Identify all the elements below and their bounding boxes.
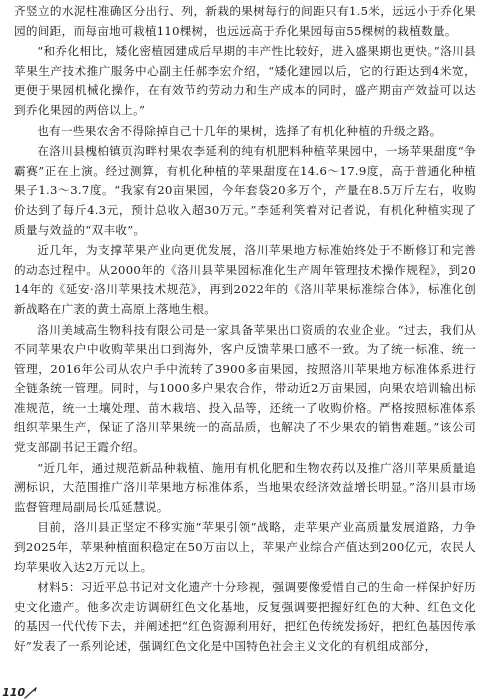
paragraph-9-material-5: 材料5：习近平总书记对文化遗产十分珍视，强调要像爱惜自己的生命一样保护好历史文化遗产。他多次走访调研红色文化基地，反复强调要把握好红色的大种、红色文化的基因一代代传下去，并阐述把“红色资源利用好，把红色传统发扬好，把红色基因传承好”发表了一系列论述，强调红色文化是中国特色社会主义文化的有机组成部分， xyxy=(14,580,476,653)
paragraph-8: 目前，洛川县正坚定不移实施“苹果引领”战略，走苹果产业高质量发展道路，力争到2025年，苹果种植面积稳定在50万亩以上，苹果产业综合产值达到200亿元，农民人均苹果收入达2万元以上。 xyxy=(14,520,476,574)
paragraph-1: 齐竖立的水泥柱准确区分出行、列，新栽的果树每行的间距只有1.5米，远远小于乔化果园的间距，而每亩地可栽植110棵树，也远远高于乔化果园每亩55棵树的栽植数量。 xyxy=(14,4,476,38)
page-footer xyxy=(0,688,60,700)
paragraph-7: “近几年，通过规范新品种栽植、施用有机化肥和生物农药以及推广洛川苹果质量追溯标识，大范围推广洛川苹果地方标准体系，当地果农经济效益增长明显。”洛川县市场监督管理局副局长瓜延慧说。 xyxy=(14,460,476,514)
slash-mark-icon xyxy=(24,687,38,699)
paragraph-4: 在洛川县槐柏镇页沟畔村果农李延利的纯有机肥料种植苹果园中，一场苹果甜度“争霸赛”正在上演。经过测算，有机化种植的苹果甜度在14.6～17.9度，高于普通化种植果子1.3～3.7度。“我家有20亩果园，今年套袋20多万个，产量在8.5万斤左右，收购价达到了每斤4.3元，预计总收入超30万元。”李延利笑着对记者说，有机化种植实现了质量与效益的“双丰收”。 xyxy=(14,144,476,237)
page-number: 110 xyxy=(0,686,27,699)
paragraph-2: “和乔化相比，矮化密植园建成后早期的丰产性比较好，进入盛果期也更快。”洛川县苹果生产技术推广服务中心副主任郝李宏介绍，“矮化建园以后，它的行距达到4米宽，更便于果园机械化操作，在有效节约劳动力和生产成本的同时，盛产期亩产效益可以达到乔化果园的两倍以上。” xyxy=(14,44,476,117)
paragraph-5: 近几年，为支撑苹果产业向更优发展，洛川苹果地方标准始终处于不断修订和完善的动态过程中。从2000年的《洛川县苹果园标准化生产周年管理技术操作规程》，到2014年的《延安·洛川苹果技术规范》，再到2022年的《洛川苹果标准综合体》，标准化创新战略在广袤的黄土高原上落地生根。 xyxy=(14,243,476,316)
paragraph-3: 也有一些果农舍不得除掉自己十几年的果树，选择了有机化种植的升级之路。 xyxy=(37,123,442,138)
paragraph-6: 洛川美域高生物科技有限公司是一家具备苹果出口资质的农业企业。“过去，我们从不同苹果农户中收购苹果出口到海外，客户反馈苹果口感不一致。为了统一标准、统一管理，2016年公司从农户手中流转了3900多亩果园，按照洛川苹果地方标准体系进行全链条统一管理。同时，与1000多户果农合作，带动近2万亩果园，向果农培训输出标准规范，统一土壤处理、苗木栽培、投入品等，还统一了收购价格。严格按照标准体系组织苹果生产，保证了洛川苹果统一的高品质，也解决了不少果农的销售难题。”该公司党支部副书记王霞介绍。 xyxy=(14,322,476,455)
document-page xyxy=(14,2,476,657)
